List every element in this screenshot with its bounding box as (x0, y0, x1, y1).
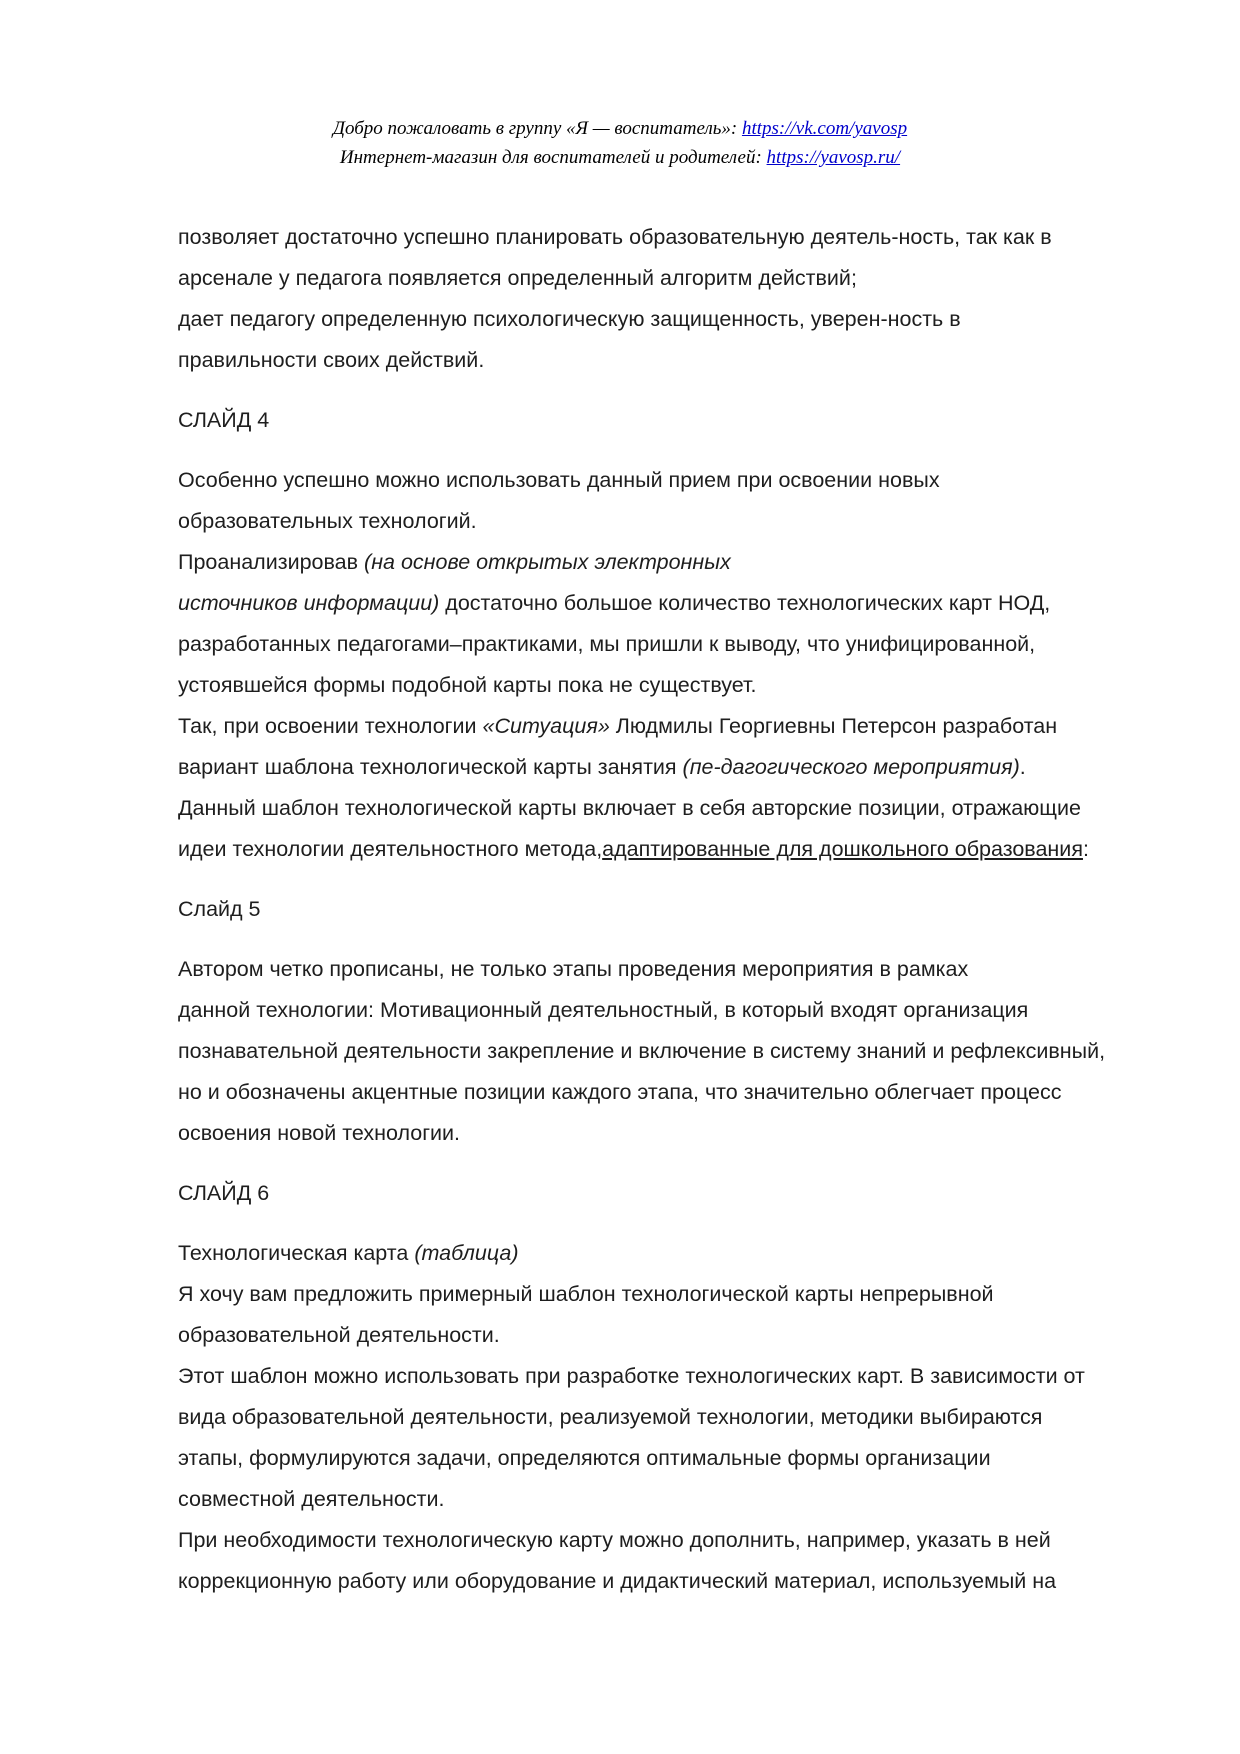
document-body (178, 217, 1188, 1602)
text-run: достаточно большое количество технологических карт НОД, (439, 591, 1051, 615)
text-line (178, 1233, 1188, 1274)
text-line (178, 583, 1188, 624)
text-line: этапы, формулируются задачи, определяются оптимальные формы организации (178, 1446, 991, 1470)
text-run: Людмилы Георгиевны Петерсон разработан (609, 714, 1058, 738)
paragraph-slide-5 (178, 949, 1188, 1154)
text-line: разработанных педагогами–практиками, мы пришли к выводу, что унифицированной, (178, 632, 1036, 656)
text-line: При необходимости технологическую карту можно дополнить, например, указать в ней (178, 1528, 1051, 1552)
text-line: правильности своих действий. (178, 348, 485, 372)
paragraph-slide-4 (178, 460, 1188, 870)
page-header (0, 114, 1240, 172)
italic-run: источников информации) (178, 591, 440, 615)
text-line: познавательной деятельности закрепление и включение в систему знаний и рефлексивный, (178, 1039, 1106, 1063)
slide-5-heading: Слайд 5 (178, 897, 261, 921)
text-run: вариант шаблона технологической карты занятия (178, 755, 683, 779)
text-line: освоения новой технологии. (178, 1121, 461, 1145)
text-line: дает педагогу определенную психологическую защищенность, уверен-ность в (178, 307, 961, 331)
text-line (178, 706, 1188, 747)
text-line: образовательной деятельности. (178, 1323, 500, 1347)
paragraph-intro (178, 217, 1188, 381)
text-run: Проанализировав (178, 550, 365, 574)
text-line: арсенале у педагога появляется определенный алгоритм действий; (178, 266, 857, 290)
header-line-2 (0, 143, 1240, 172)
text-line: совместной деятельности. (178, 1487, 445, 1511)
text-run: : (1082, 837, 1089, 861)
text-run: . (1019, 755, 1026, 779)
text-line: вида образовательной деятельности, реализуемой технологии, методики выбираются (178, 1405, 1043, 1429)
paragraph-slide-6 (178, 1233, 1188, 1602)
text-line: Особенно успешно можно использовать данный прием при освоении новых (178, 468, 940, 492)
slide-4-heading: СЛАЙД 4 (178, 408, 270, 432)
italic-run: (на основе открытых электронных (364, 550, 731, 574)
italic-run: (таблица) (414, 1241, 519, 1265)
text-line: данной технологии: Мотивационный деятельностный, в который входят организация (178, 998, 1029, 1022)
text-line: позволяет достаточно успешно планировать образовательную деятель-ность, так как в (178, 225, 1052, 249)
header-line-1 (0, 114, 1240, 143)
header-shop-text: Интернет-магазин для воспитателей и родителей: (339, 147, 767, 168)
text-line: коррекционную работу или оборудование и дидактический материал, используемый на (178, 1569, 1057, 1593)
slide-6-heading: СЛАЙД 6 (178, 1181, 270, 1205)
text-line (178, 542, 1188, 583)
italic-run: (пе-дагогического мероприятия) (682, 755, 1020, 779)
text-line: Данный шаблон технологической карты включает в себя авторские позиции, отражающие (178, 796, 1081, 820)
text-run: Технологическая карта (178, 1241, 415, 1265)
text-line: но и обозначены акцентные позиции каждого этапа, что значительно облегчает процесс (178, 1080, 1062, 1104)
text-line: Автором четко прописаны, не только этапы проведения мероприятия в рамках (178, 957, 969, 981)
text-line: устоявшейся формы подобной карты пока не существует. (178, 673, 757, 697)
underlined-run: адаптированные для дошкольного образования (602, 837, 1083, 861)
text-line (178, 829, 1188, 870)
text-run: идеи технологии деятельностного метода, (178, 837, 603, 861)
italic-run: «Ситуация» (482, 714, 610, 738)
text-line: Я хочу вам предложить примерный шаблон технологической карты непрерывной (178, 1282, 994, 1306)
text-line: Этот шаблон можно использовать при разработке технологических карт. В зависимости от (178, 1364, 1085, 1388)
vk-group-link[interactable]: https://vk.com/yavosp (741, 118, 908, 139)
text-run: Так, при освоении технологии (178, 714, 483, 738)
header-welcome-text: Добро пожаловать в группу «Я — воспитатель»: (332, 118, 742, 139)
text-line (178, 747, 1188, 788)
text-line: образовательных технологий. (178, 509, 477, 533)
shop-link[interactable]: https://yavosp.ru/ (766, 147, 901, 168)
